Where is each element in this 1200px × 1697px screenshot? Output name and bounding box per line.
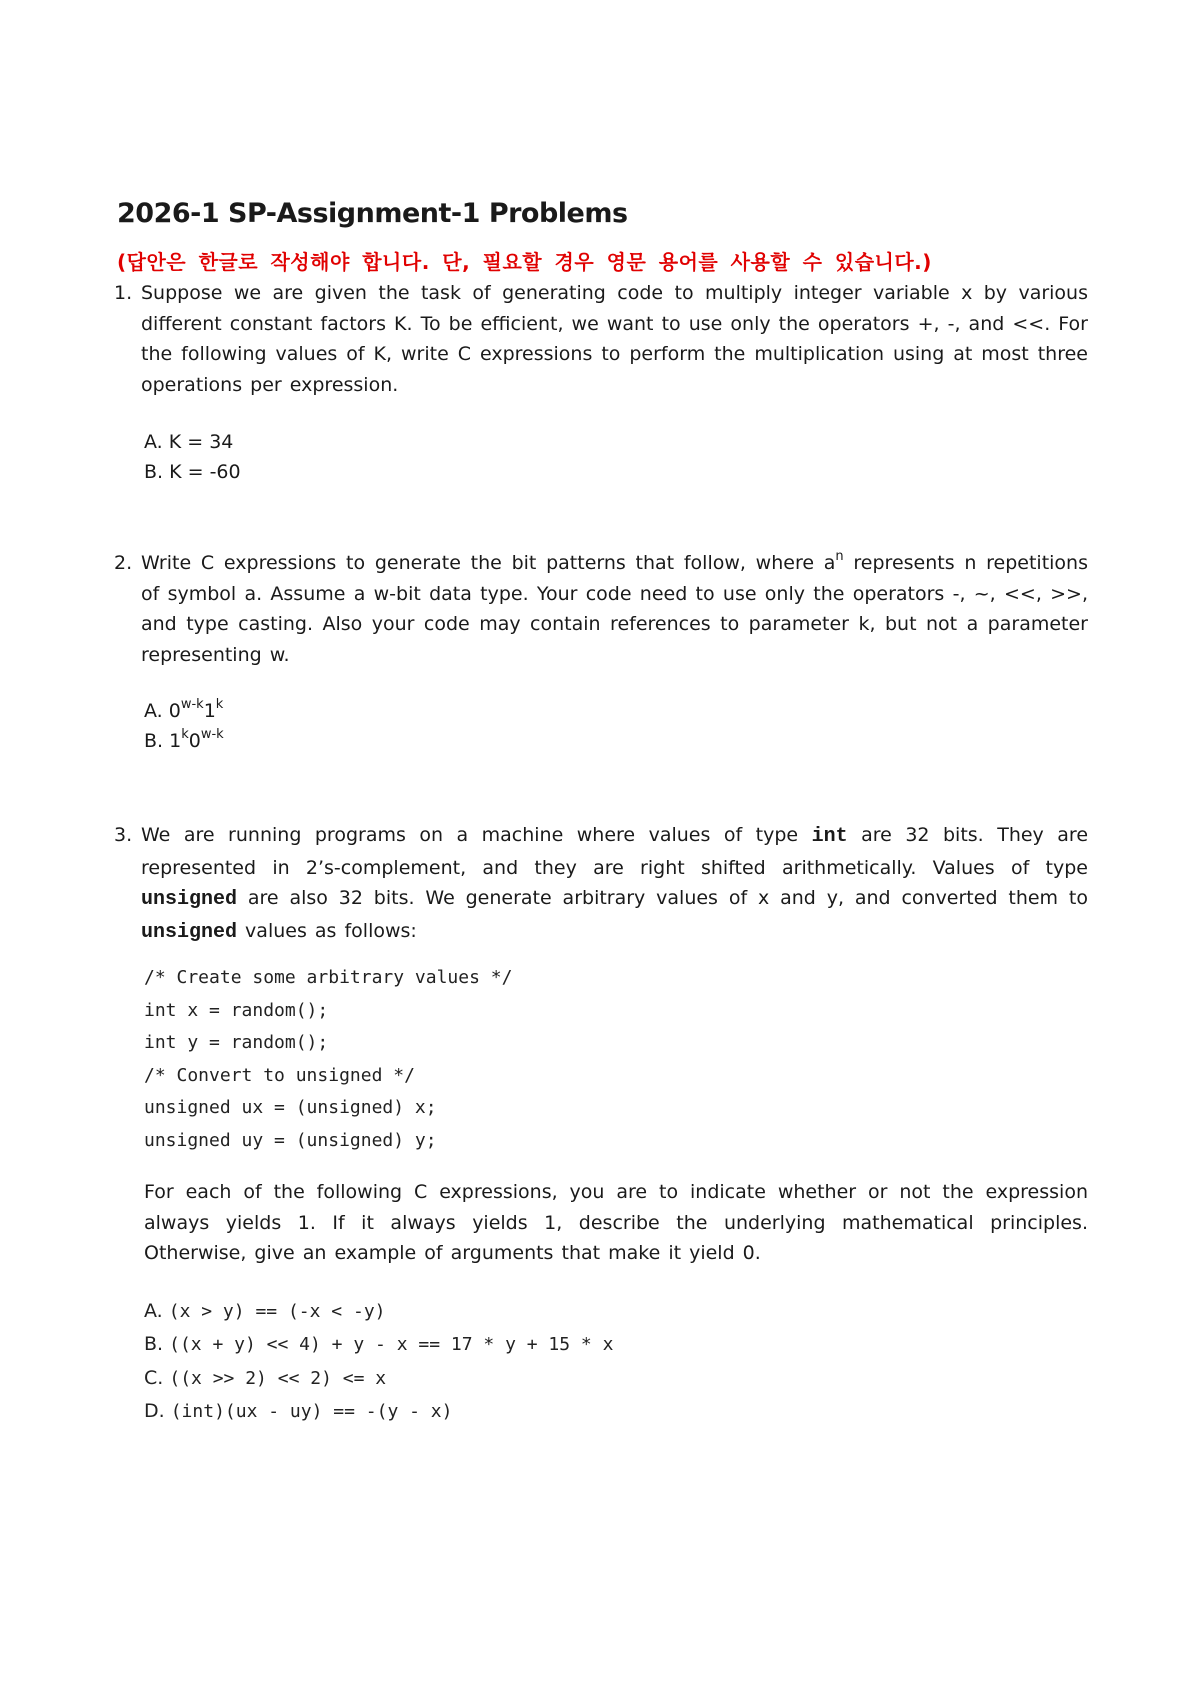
problem-items [144, 696, 1088, 756]
problem-item: B. 1$^k$0$^{w-k}$ [144, 727, 224, 752]
c-expression: ((x >> 2) << 2) <= x [169, 1367, 387, 1389]
expression-list [144, 1295, 1088, 1429]
expression-item: D. (int)(ux - uy) == -(y - x) [144, 1400, 453, 1422]
problem-item: A. 0$^{w-k}$1$^k$ [144, 697, 224, 722]
problem-text: Write C expressions to generate the bit patterns that follow, where $a^n$ represents n repetitions of symbol a. Assume a w-bit data type. Your code need to use only the operators -, ~, <<, >>, and type casting. Also your code may contain references to parameter k, but not a parameter representing w. [141, 549, 1088, 666]
problem-instructions: For each of the following C expressions, you are to indicate whether or not the expression always yields 1. If it always yields 1, describe the underlying mathematical principles. Otherwise, give an example of arguments that make it yield 0. [144, 1181, 1088, 1264]
keyword-unsigned: unsigned [141, 920, 238, 944]
code-line: /* Create some arbitrary values */ [144, 967, 513, 988]
expression-item: C. ((x >> 2) << 2) <= x [144, 1366, 387, 1389]
problem-3 [114, 820, 1088, 1429]
document-title: 2026-1 SP-Assignment-1 Problems [117, 198, 628, 229]
code-block [144, 962, 1088, 1157]
problem-items [144, 427, 1088, 487]
problem-2 [114, 548, 1088, 756]
problem-number: 1. [114, 282, 133, 304]
problem-item: B. K = -60 [144, 461, 241, 483]
code-line: /* Convert to unsigned */ [144, 1064, 415, 1086]
c-expression: (int)(ux - uy) == -(y - x) [170, 1401, 453, 1422]
code-line: unsigned uy = (unsigned) y; [144, 1129, 437, 1151]
c-expression: ((x + y) << 4) + y - x == 17 * y + 15 * x [169, 1334, 614, 1355]
code-line: int x = random(); [144, 999, 329, 1021]
problem-text: Suppose we are given the task of generating code to multiply integer variable x by various different constant factors K. To be efficient, we want to use only the operators +, -, and <<. For the following values of K, write C expressions to perform the multiplication using at most three operations per expression. [141, 282, 1088, 396]
problem-text: We are running programs on a machine where values of type int are 32 bits. They are represented in 2’s-complement, and they are right shifted arithmetically. Values of type unsigned are also 32 bits. We generate arbitrary values of x and y, and converted them to unsigned values as follows: [141, 824, 1089, 944]
problem-1 [114, 278, 1088, 487]
keyword-int: int [811, 825, 848, 848]
code-line: int y = random(); [144, 1032, 329, 1053]
answer-language-notice: (답안은 한글로 작성해야 합니다. 단, 필요할 경우 영문 용어를 사용할 수 있습니다.) [117, 250, 932, 274]
problem-item: A. K = 34 [144, 431, 234, 453]
problem-number: 3. [114, 824, 133, 846]
code-line: unsigned ux = (unsigned) x; [144, 1097, 437, 1118]
expression-item: B. ((x + y) << 4) + y - x == 17 * y + 15 * x [144, 1333, 614, 1355]
expression-item: A. (x > y) == (-x < -y) [144, 1299, 386, 1322]
c-expression: (x > y) == (-x < -y) [168, 1300, 386, 1322]
keyword-unsigned: unsigned [141, 888, 238, 911]
problem-number: 2. [114, 552, 133, 574]
superscript: n [835, 549, 844, 564]
